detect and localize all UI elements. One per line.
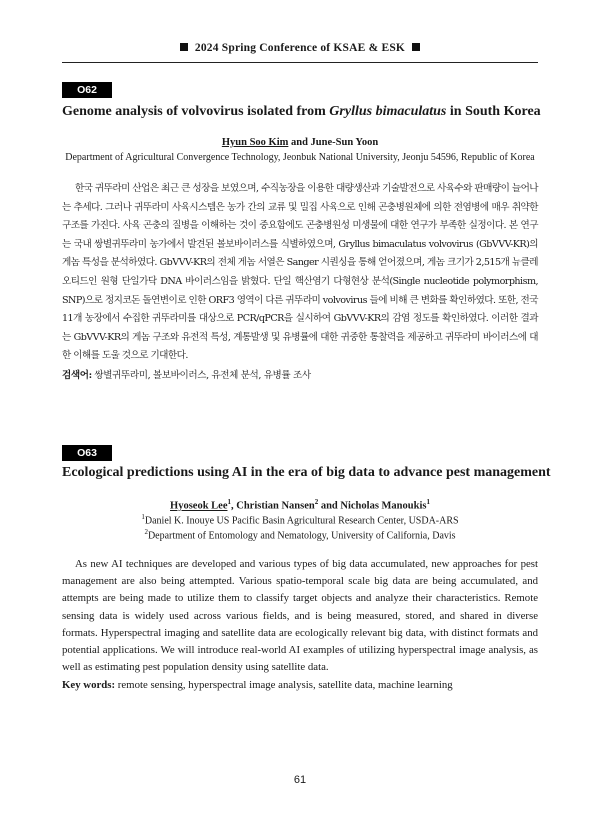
running-header <box>62 42 538 54</box>
co-authors: and June-Sun Yoon <box>288 137 379 148</box>
abstract-title <box>62 104 541 120</box>
header-rule <box>62 62 538 63</box>
co-author: , Christian Nansen <box>230 500 315 512</box>
affiliation: Department of Agricultural Convergence Technology, Jeonbuk National University, Jeonju 54596, Republic of Korea <box>65 152 535 163</box>
species-name: Gryllus bimaculatus <box>329 104 447 119</box>
abstract-code-badge: O63 <box>62 445 112 461</box>
affiliation-text: Department of Entomology and Nematology, University of California, Davis <box>147 530 456 542</box>
affiliation-marker: 1 <box>426 498 430 506</box>
author-line <box>62 498 538 512</box>
affiliation-marker: 2 <box>144 528 148 536</box>
abstract-body: 한국 귀뚜라미 산업은 최근 큰 성장을 보였으며, 수직농장을 이용한 대량생산과 기술발전으로 사육수와 판매량이 늘어나는 추세다. 그러나 귀뚜라미 사육시스템은 농가 간의 교류 및 밀집 사육으로 인해 곤충병원체에 의한 전염병에 매우 취약한 구조를 가진다. 사육 곤충의 질병을 이해하는 것이 중요함에도 곤충병원성 미생물에 대한 연구가 부족한 실정이다. 본 연구는 국내 쌍별귀뚜라미 농가에서 발견된 볼보바이러스를 식별하였으며, Gryllus bimaculatus volvovirus (GbVVV-KR)의 게놈 특성을 분석하였다. GbVVV-KR의 전체 게놈 서열은 Sanger 시퀀싱을 통해 얻어졌으며, 게놈 크기가 2,515개 뉴클레오티드인 원형 단일가닥 DNA 바이러스임을 밝혔다. 단일 핵산염기 다형현상 분석(Single nucleotide polymorphism, SNP)으로 정지코돈 돌연변이로 인한 ORF3 영역이 다른 귀뚜라미 volvovirus 들에 비해 큰 변화를 확인하였다. 또한, 전국 11개 농장에서 수집한 귀뚜라미를 대상으로 PCR/qPCR을 실시하여 GbVVV-KR의 감염 정도를 확인하였다. 이러한 결과는 GbVVV-KR의 게놈 구조와 유전적 특성, 계통발생 및 유병률에 대한 귀중한 통찰력을 제공하고 귀뚜라미 바이러스에 대한 이해를 도울 것으로 기대한다. <box>62 183 538 362</box>
affiliation <box>62 528 538 541</box>
keywords-text: remote sensing, hyperspectral image analysis, satellite data, machine learning <box>115 679 453 691</box>
co-author: and Nicholas Manoukis <box>318 500 427 512</box>
affiliation-text: Daniel K. Inouye US Pacific Basin Agricultural Research Center, USDA-ARS <box>144 515 459 527</box>
title-text: Genome analysis of volvovirus isolated from <box>62 104 330 119</box>
keywords-label: 검색어: <box>62 370 92 381</box>
presenting-author: Hyoseok Lee <box>170 500 228 512</box>
title-text: in South Korea <box>446 104 541 119</box>
square-bullet-icon <box>412 43 420 51</box>
affiliation-marker: 2 <box>314 498 319 506</box>
page-number: 61 <box>293 774 307 786</box>
abstract-code-badge: O62 <box>62 82 112 98</box>
presenting-author: Hyun Soo Kim <box>221 137 289 148</box>
abstract-title: Ecological predictions using AI in the era of big data to advance pest management <box>62 465 551 480</box>
keywords-label: Key words: <box>62 679 116 691</box>
author-line <box>62 137 538 148</box>
keywords-text: 쌍별귀뚜라미, 볼보바이러스, 유전체 분석, 유병률 조사 <box>91 370 311 381</box>
affiliation-marker: 1 <box>141 513 145 521</box>
square-bullet-icon <box>180 43 188 51</box>
conference-title: 2024 Spring Conference of KSAE & ESK <box>194 42 406 54</box>
keywords <box>62 679 538 691</box>
affiliation <box>62 513 538 526</box>
keywords <box>62 367 538 381</box>
abstract-body: As new AI techniques are developed and various types of big data accumulated, new approaches for pest management are also being attempted. Various spatio-temporal scale big data are being accumulated, and attempts are being made to utilize them to classify target objects and analyze their characteristics. Remote sensing data is widely used across various fields, and is being measured, stored, and shared in diverse formats. Hyperspectral imaging and satellite data are ecologically relevant big data, with distinct formats and potential applications. We will introduce real-world AI examples of utilizing hyperspectral image analysis, as well as estimating pest population density using satellite data. <box>62 558 538 674</box>
affiliation-marker: 1 <box>227 498 231 506</box>
